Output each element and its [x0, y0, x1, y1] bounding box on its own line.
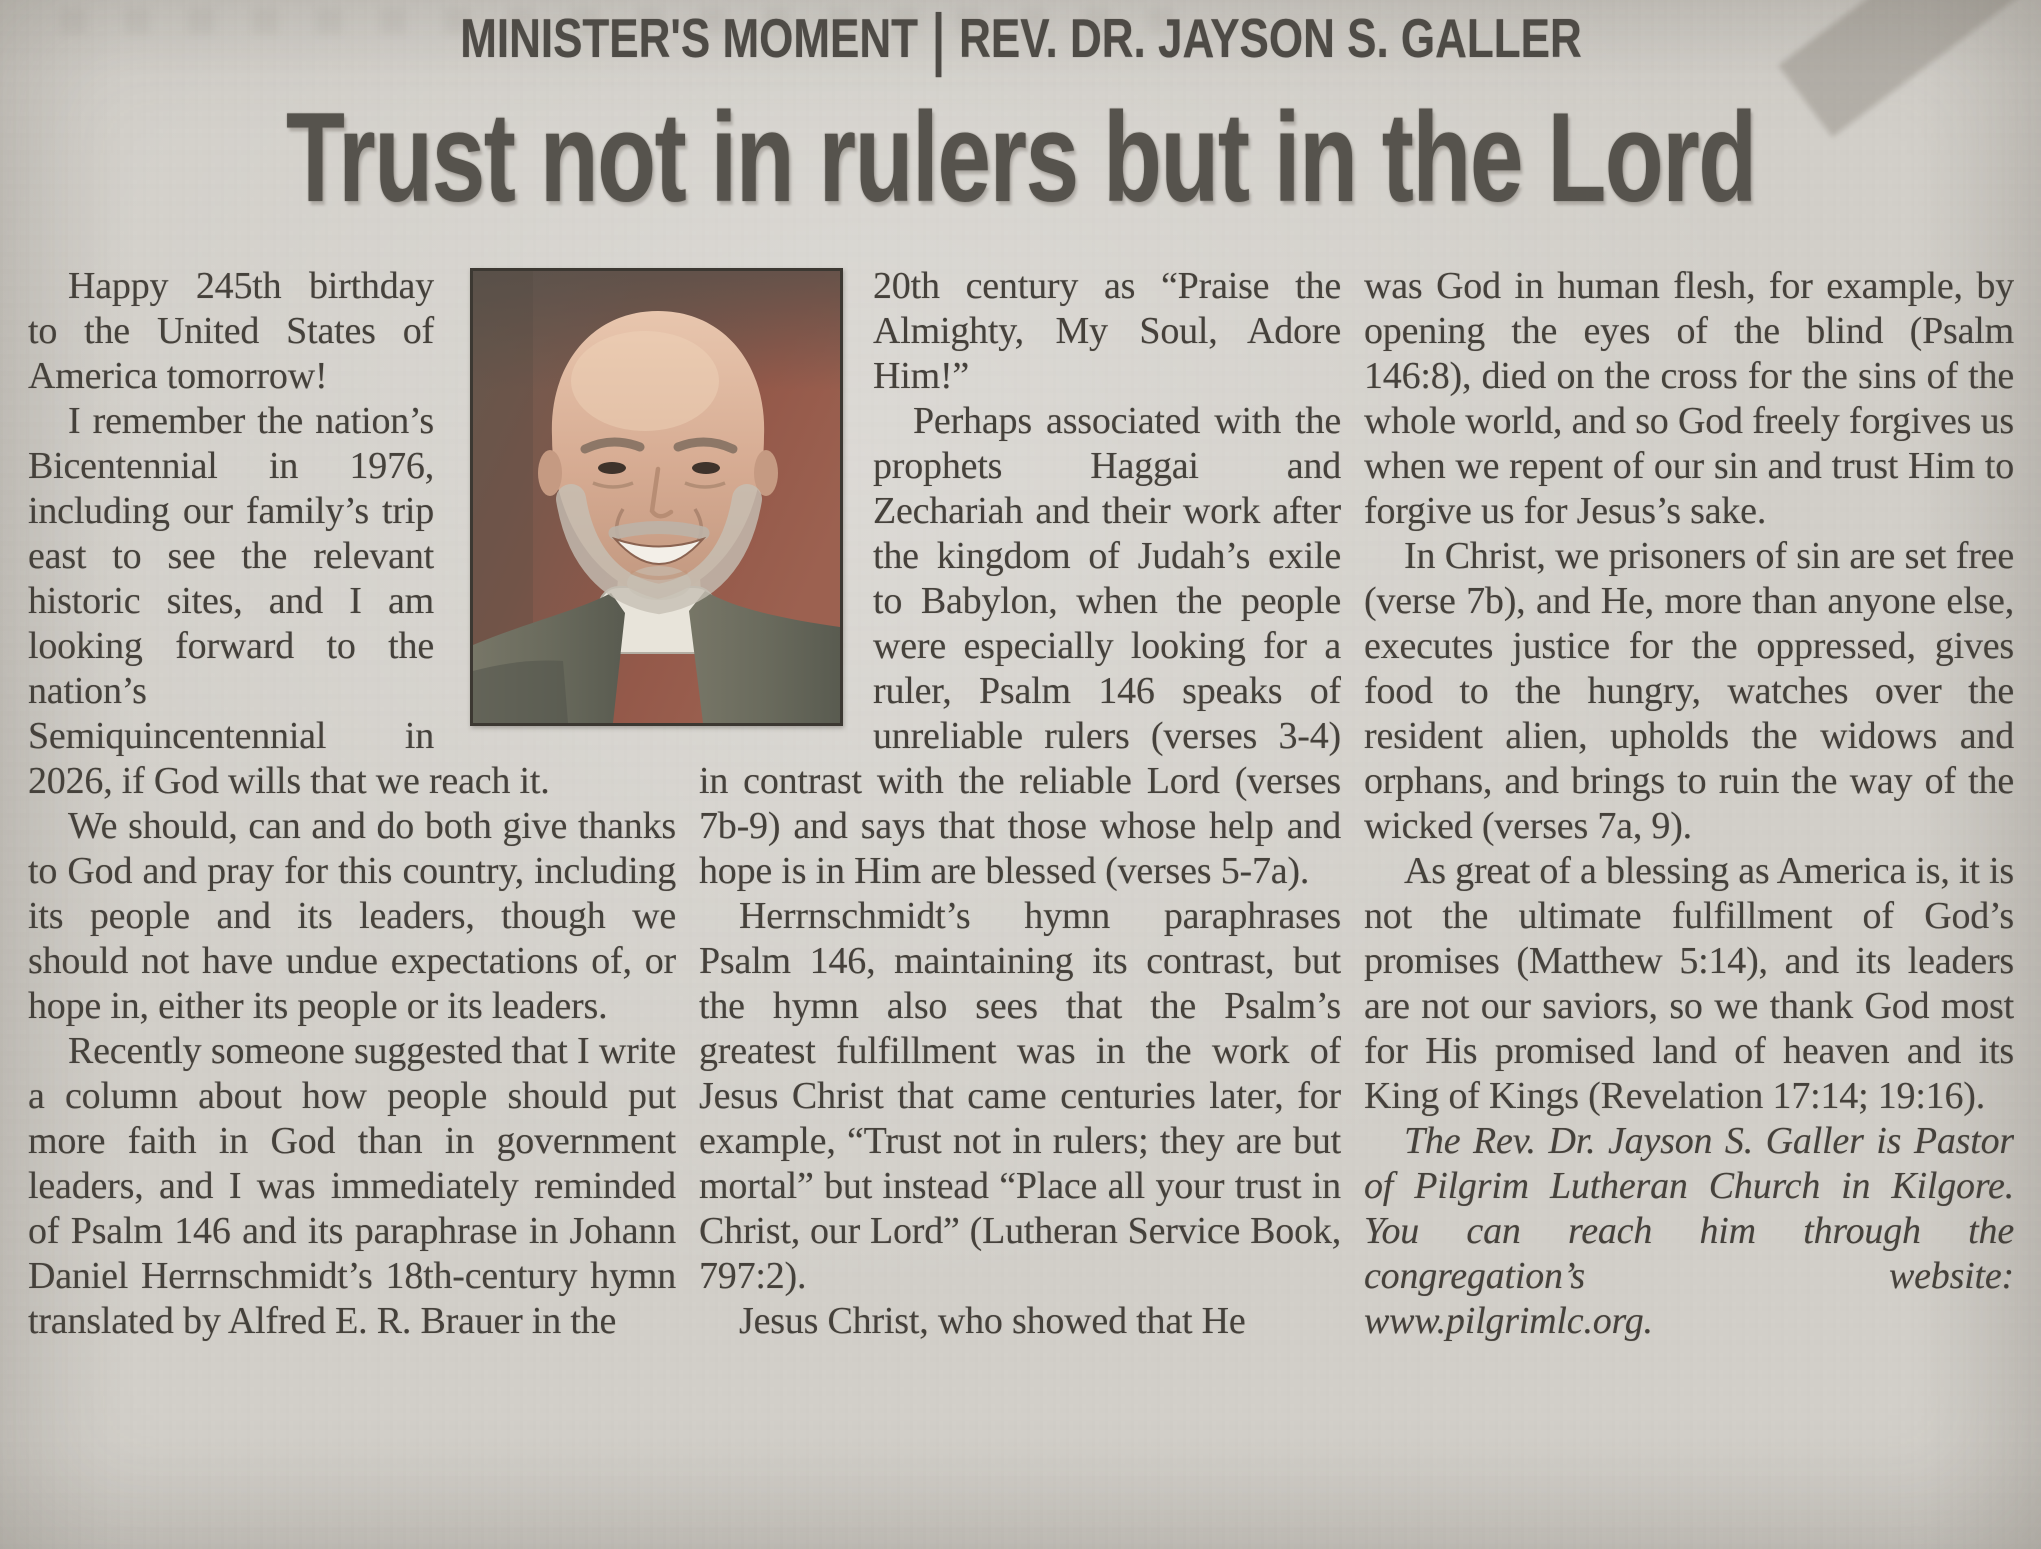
- article-paragraph: As great of a blessing as America is, it is not the ultimate fulfillment of God’s promises (Matthew 5:14), and its leaders are not our saviors, so we thank God most for His promised land of heaven and its King of Kings (Revelation 17:14; 19:16).: [1364, 850, 2014, 1117]
- kicker-divider: |: [931, 0, 945, 77]
- photo-wrap-spacer: [699, 264, 873, 754]
- article-paragraph: 20th century as “Praise the Almighty, My Soul, Adore Him!”: [873, 265, 1341, 397]
- kicker-text: [459, 0, 1582, 77]
- article-paragraph: We should, can and do both give thanks to God and pray for this country, including its people and its leaders, though we should not have undue expectations of, or hope in, either its people or its leaders.: [28, 805, 676, 1027]
- kicker-author-name: REV. DR. JAYSON S. GALLER: [958, 7, 1582, 69]
- article-paragraph: was God in human flesh, for example, by opening the eyes of the blind (Psalm 146:8), died on the cross for the sins of the whole world, and so God freely forgives us when we repent of our sin and trust Him to forgive us for Jesus’s sake.: [1364, 265, 2014, 532]
- article-paragraph: Recently someone suggested that I write a column about how people should put more faith in God than in government leaders, and I was immediately reminded of Psalm 146 and its paraphrase in Johann Daniel Herrnschmidt’s 18th-century hymn translated by Alfred E. R. Brauer in the: [28, 1030, 676, 1342]
- article-paragraph: I remember the nation’s Bicentennial in 1976, including our family’s trip east to see the relevant historic sites, and I am looking forward to the nation’s Semiquincentennial in 2026, if God wills that we reach it.: [28, 400, 550, 802]
- headline-text: Trust not in rulers but in the Lord: [285, 86, 1756, 228]
- article-paragraph: Jesus Christ, who showed that He: [739, 1300, 1246, 1342]
- headline: [0, 82, 2041, 242]
- article-paragraph: Happy 245th birthday to the United States of America tomorrow!: [28, 265, 434, 397]
- photo-wrap-spacer: [434, 264, 676, 754]
- article-paragraph: Perhaps associated with the prophets Haggai and Zechariah and their work after the kingdom of Judah’s exile to Babylon, when the people were especially looking for a ruler, Psalm 146 speaks of unreliable rulers (verses 3-4) in contrast with the reliable Lord (verses 7b-9) and says that those whose help and hope is in Him are blessed (verses 5-7a).: [699, 400, 1341, 892]
- article-column-3: [1364, 264, 2014, 1544]
- article-column-1: [28, 264, 676, 1544]
- author-bio-paragraph: The Rev. Dr. Jayson S. Galler is Pastor of Pilgrim Lutheran Church in Kilgore. You can reach him through the congregation’s website: www.pilgrimlc.org.: [1364, 1120, 2014, 1342]
- article-column-2: [699, 264, 1341, 1544]
- article-paragraph: In Christ, we prisoners of sin are set free (verse 7b), and He, more than anyone else, executes justice for the oppressed, gives food to the hungry, watches over the resident alien, upholds the widows and orphans, and brings to ruin the way of the wicked (verses 7a, 9).: [1364, 535, 2014, 847]
- article-paragraph: Herrnschmidt’s hymn paraphrases Psalm 146, maintaining its contrast, but the hymn also sees that the Psalm’s greatest fulfillment was in the work of Jesus Christ that came centuries later, for example, “Trust not in rulers; they are but mortal” but instead “Place all your trust in Christ, our Lord” (Lutheran Service Book, 797:2).: [699, 895, 1341, 1297]
- kicker-column-name: MINISTER'S MOMENT: [459, 7, 918, 69]
- kicker: [0, 0, 2041, 77]
